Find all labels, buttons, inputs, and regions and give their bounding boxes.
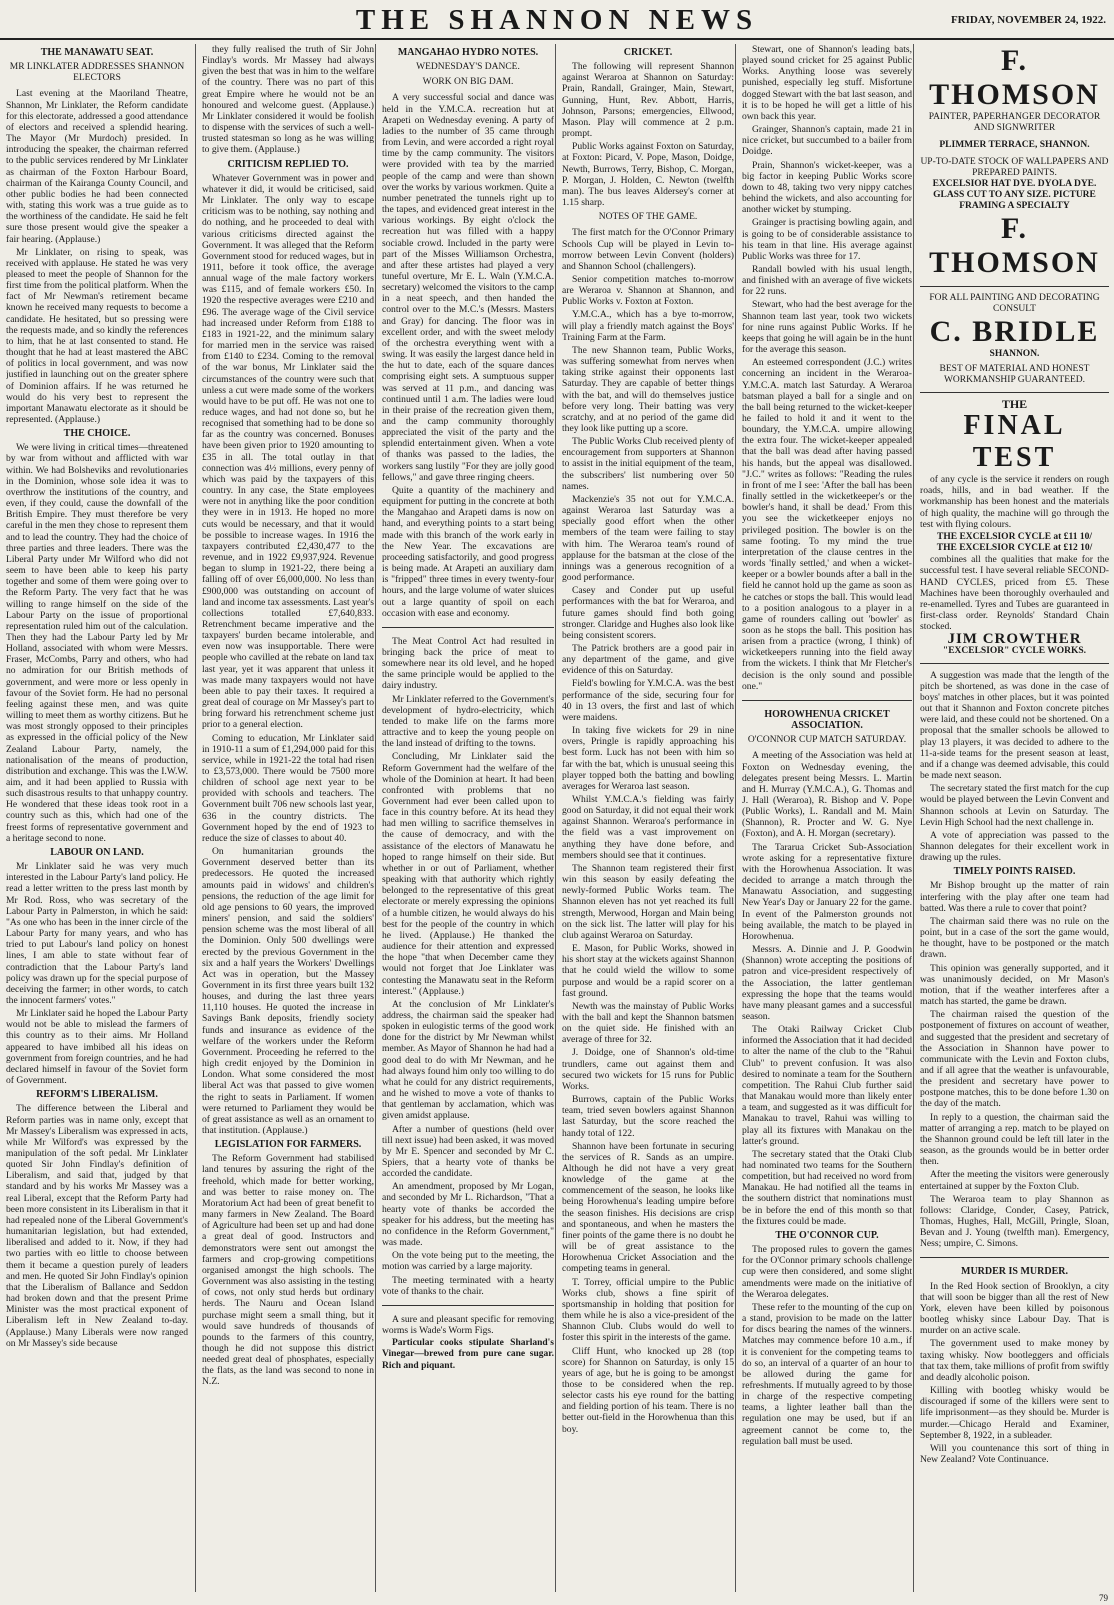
paragraph: The meeting terminated with a hearty vote of thanks to the chair.: [382, 1274, 554, 1297]
paragraph: On the vote being put to the meeting, the motion was carried by a large majority.: [382, 1250, 554, 1273]
advert-name: F. THOMSON: [929, 44, 1100, 111]
paragraph: Coming to education, Mr Linklater said in 1910-11 a sum of £1,294,000 paid for this service, while in 1921-22 the total had risen to £3,573,000. There would be 7500 more children of school age next year to be provided with schools and teachers. The Government built 706 new schools last year, 636 in the country districts. The Government hoped by the end of 1923 to reduce the size of classes to about 40.: [202, 732, 374, 844]
masthead: [0, 0, 1114, 40]
paragraph: After the meeting the visitors were generously entertained at supper by the Foxton Club.: [920, 1169, 1109, 1192]
paragraph-group: [202, 173, 374, 1136]
paragraph: The Reform Government had stabilised land tenures by assuring the right of the freehold, which made for better working, and was better to raise money on. The Moratorium Act had been of great benefit to many farmers in New Zealand. The Board of Agriculture had been set up and had done a great deal of good. Instructors and demonstrators were sent out amongst the farmers and crop-growing competitions organised amongst the high schools. The Government was also assisting in the testing of cows, not only stud herds but ordinary herds. The Nauru and Ocean Island purchase might seem a small thing, but it would save hundreds of thousands of pounds to the farmers of this country, though he did not suppose this district needed great deal of phosphates, especially the flats, as the land was second to none in N.Z.: [202, 1153, 374, 1388]
paragraph: A meeting of the Association was held at Foxton on Wednesday evening, the delegates present being Messrs. L. Martin and H. Murray (Y.M.C.A.), G. Thomas and J. Hall (Weraroa), R. Bishop and V. Pope (Public Works), L. Randall and M. Main (Shannon), R. Procter and W. G. Nye (Foxton), and A. H. Morgan (secretary).: [742, 750, 912, 840]
paragraph-group: [920, 1281, 1109, 1466]
advert-line: THE EXCELSIOR CYCLE at £11 10/: [937, 531, 1092, 542]
article-subheading: O'CONNOR CUP MATCH SATURDAY.: [747, 735, 907, 746]
paragraph-group: [6, 1103, 188, 1348]
paragraph: E. Mason, for Public Works, showed in his short stay at the wickets against Shannon that he could wield the willow to some purpose and would be a rapid scorer on a fast ground.: [562, 943, 734, 999]
column-4: [555, 44, 740, 1592]
article-subheading: MR LINKLATER ADDRESSES SHANNON ELECTORS: [9, 62, 185, 84]
column-3: [375, 44, 560, 1592]
paragraph: The chairman raised the question of the postponement of fixtures on account of weather, and suggested that the president and secretary of the Association in Shannon have power to communicate with the Levin and Foxton clubs, and if all agree that the weather is unfavourable, the president and secretary have power to postpone matches, this to be done before 1.30 on the day of the match.: [920, 1009, 1109, 1110]
paragraph: This opinion was generally supported, and it was unanimously decided, on Mr Mason's motion, that if the weather interferes after a match has started, the game be drawn.: [920, 962, 1109, 1008]
advert-line: EXCELSIOR HAT DYE. DYOLA DYE. GLASS CUT TO ANY SIZE. PICTURE FRAMING A SPECIALTY: [932, 179, 1097, 211]
divider: [742, 700, 912, 701]
paragraph-group: [382, 636, 554, 1297]
advert-vinegar: Particular cooks stipulate Sharland's Vinegar—brewed from pure cane sugar. Rich and piquant.: [382, 1338, 554, 1371]
article-heading: HOROWHENUA CRICKET ASSOCIATION.: [764, 708, 890, 732]
column-6: [913, 44, 1109, 1592]
paragraph-group: [6, 88, 188, 425]
paragraph-group: [742, 750, 912, 1227]
paragraph: Grainger is practising bowling again, and is going to be of considerable assistance to his team in that line. His average against Public Works was three for 17.: [742, 217, 912, 262]
paragraph: The Public Works Club received plenty of encouragement from supporters at Shannon to assist in the initial equipment of the team, the subscribers' list numbering over 50 names.: [562, 436, 734, 492]
paragraph: These refer to the mounting of the cup on a stand, provision to be made on the latter for discs bearing the names of the winners. Matches may commence before 10 a.m., if it is convenient for the competing teams to do so, an interval of a quarter of an hour to be allowed during the game for refreshments. If mutually agreed to by those in charge of the respective competing teams, a lighter leather ball than the regulation one may be used, but if an agreement cannot be come to, the regulation ball must be used.: [742, 1301, 912, 1447]
paragraph-group: [202, 44, 374, 156]
paragraph: The Patrick brothers are a good pair in any department of the game, and give evidence of this on Saturday.: [562, 642, 734, 677]
article-heading: CRICKET.: [623, 47, 673, 58]
paragraph: Grainger, Shannon's captain, made 21 in nice cricket, but succumbed to a bailer from Doidge.: [742, 124, 912, 158]
section-heading: THE O'CONNOR CUP.: [775, 1229, 879, 1241]
section-heading: LABOUR ON LAND.: [50, 846, 144, 858]
paragraph: After a number of questions (held over till next issue) had been asked, it was moved by Mr E. Spencer and seconded by Mr C. Spiers, that a hearty vote of thanks be accorded the candidate.: [382, 1123, 554, 1180]
paragraph: they fully realised the truth of Sir John Findlay's words. Mr Massey had always given the best that was in him to the welfare of the country. There was no part of this great Empire where he would not be an honoured and welcome guest. (Applause.) Mr Linklater considered it would be foolish to dispense with the services of such a well-trusted statesman so long as he was willing to give them. (Applause.): [202, 44, 374, 156]
paragraph-group: [742, 1244, 912, 1447]
article-columns: [6, 44, 1108, 1592]
advert-body: of any cycle is the service it renders on rough roads, hills, and in bad weather. If the workmanship has been honest and the materials of high quality, the machine will go through the test with flying colours.: [920, 474, 1109, 530]
paragraph: Stewart, one of Shannon's leading bats, played sound cricket for 25 against Public Works. Anything loose was severely punished, especially leg stuff. Misfortune dogged Stewart with the bat last season, and it is to be hoped he will get a little of his own back this year.: [742, 44, 912, 122]
paragraph: Concluding, Mr Linklater said the Reform Government had the welfare of the whole of the Dominion at heart. It had been confronted with problems that no Government had ever been called upon to face in this country before. At its head they had men willing to sacrifice themselves in the cause of democracy, and with the assistance of the electors of Manawatu he hoped to range himself on their side. But whether in or out of Parliament, whether speaking with that authority which rightly belonged to the representative of this great electorate or merely expressing the opinions of a humble citizen, he would always do his best for the people of the country in which he lived. (Applause.) He thanked the audience for their attention and expressed the hope "that when December came they would not forget that Joe Linklater was contesting the Manawatu seat in the Reform interest." (Applause.): [382, 751, 554, 997]
section-heading: TIMELY POINTS RAISED.: [953, 866, 1076, 878]
paragraph: The difference between the Liberal and Reform parties was in name only, except that Mr Massey's Liberalism was expressed in acts, while Mr Wilford's was expressed by the manipulation of the soft pedal. Mr Linklater quoted Sir John Findlay's definition of Liberalism, and said that, judged by that standard and by his works Mr Massey was a real Liberal, except that the Reform Party had been more consistent in its Liberalism in that it had repealed none of the Liberal Government's humanitarian legislation, but had extended, liberalised and added to it. Now, if they had two parties with eo little to choose between them it became a question purely of leaders and men. He quoted Sir John Findlay's opinion that the Liberalism of Ballance and Seddon had broken down and that the present Prime Minister was the most practical exponent of Liberalism left in New Zealand to-day. (Applause.) Many Liberals were now ranged on Mr Massey's side because: [6, 1103, 188, 1349]
advert-line: SHANNON.: [989, 349, 1040, 359]
paragraph-group: [6, 442, 188, 844]
paragraph: Mr Bishop brought up the matter of rain interfering with the play after one team had batted. Was there a rule to cover that point?: [920, 880, 1109, 914]
paragraph: A vote of appreciation was passed to the Shannon delegates for their excellent work in drawing up the rules.: [920, 829, 1109, 864]
advert-bridle: [920, 293, 1109, 393]
paragraph: On humanitarian grounds the Government deserved better than its predecessors. He quoted the increased amounts paid in widows' and children's pensions, the reduction of the age limit for old age pensions to 60 years, the improved miners' pension, and said the soldiers' pension scheme was the most liberal of all the Dominion. Only 500 dwellings were erected by the previous Government in the six and a half years the Workers' Dwellings Act was in operation, but the Massey Government in its first three years built 132 houses, and during the last three years 11,110 houses. He quoted the increase in Savings Bank deposits, friendly society funds and insurance as evidence of the welfare of the workers under the Reform Government. Proceeding he referred to the high credit enjoyed by the Dominion in London. What some considered the most liberal Act was that passed to give women the right to seats in Parliament. If women were returned to Parliament they would be of great assistance as well as an ornament to that institution. (Applause.): [202, 846, 374, 1136]
advert-the: THE: [1001, 397, 1028, 411]
divider: [382, 1305, 554, 1306]
paragraph: An amendment, proposed by Mr Logan, and seconded by Mr L. Richardson, "That a hearty vote of thanks be accorded the speaker for his address, but the meeting has no confidence in the Reform Government," was made.: [382, 1181, 554, 1249]
paragraph: A very successful social and dance was held in the Y.M.C.A. recreation hut at Arapeti on Wednesday evening. A party of ladies to the number of 35 came through from Levin, and were accorded a right royal time by the camp community. The visitors were provided with tea by the married people of the camp and were than shown over the works by various workmen. Quite a number penetrated the tunnels right up to the tapes, and evidenced great interest in the various workings. By eight o'clock the recreation hut was filled with a happy sociable crowd. Included in the party were part of the Misses Williamson Orchestra, and after these artistes had played a very tuneful overture, Mr E. L. Waln (Y.M.C.A. secretary) welcomed the visitors to the camp in a neat speech, and then handed the control over to the M.C.'s (Messrs. Masters and Gray) for dancing. The floor was in excellent order, and with the sweet melody of the orchestra everything went with a swing. It was easily the largest dance held in the hut to date, each of the square dances comprising eight sets. A sumptuous supper was served at 11 p.m., and dancing was continued until 1 a.m. The ladies were loud in their praise of the recreation given them, and the camp community thoroughly appreciated the visit of the party and the splendid entertainment given. When a vote of thanks was passed to the ladies, the workers sang lustily "For they are jolly good fellows," and gave three ringing cheers.: [382, 92, 554, 483]
column-1: [6, 44, 194, 1592]
issue-date: FRIDAY, NOVEMBER 24, 1922.: [950, 14, 1106, 26]
advert-line: BEST OF MATERIAL AND HONEST WORKMANSHIP GUARANTEED.: [939, 364, 1090, 385]
paragraph: The new Shannon team, Public Works, was suffering somewhat from nerves when taking strike against their opponents last Saturday. They are capable of better things with the bat, and will do themselves justice before very long. Their batting was very scratchy, and at no period of the game did they look like putting up a score.: [562, 344, 734, 434]
paragraph: Mackenzie's 35 not out for Y.M.C.A. against Weraroa last Saturday was a specially good effort when the other members of the team were failing to stay with him. The Weraroa team's round of applause for the batsman at the close of the innings was a generous recognition of a good performance.: [562, 493, 734, 584]
advert-worm-figs: A sure and pleasant specific for removing worms is Wade's Worm Figs.: [382, 1313, 554, 1337]
advert-title: FINAL TEST: [963, 410, 1066, 474]
paragraph-group: [6, 861, 188, 1086]
section-heading: CRITICISM REPLIED TO.: [227, 158, 349, 170]
paragraph: Prain, Shannon's wicket-keeper, was a big factor in keeping Public Works score down to 48, taking two very nippy catches behind the wickets, and also accounting for another wicket by stumping.: [742, 159, 912, 216]
paragraph: The proposed rules to govern the games for the O'Connor primary schools challenge cup were then considered, and some slight amendments were made on the initiative of the Weraroa delegates.: [742, 1244, 912, 1300]
paragraph-group: [202, 1153, 374, 1387]
advert-name: F. THOMSON: [929, 212, 1100, 279]
paragraph-group: [562, 61, 734, 208]
paragraph: Public Works against Foxton on Saturday, at Foxton: Picard, V. Pope, Mason, Doidge, Newth, Burrows, Terry, Bishop, C. Morgan, P. Morgan, J. Holden, C. Newton (twelfth man). The bus leaves Aldersey's corner at 1.15 sharp.: [562, 141, 734, 209]
paragraph: Whilst Y.M.C.A.'s fielding was fairly good on Saturday, it did not equal their work against Shannon. Weraroa's performance in the field was a vast improvement on anything they have done before, and members should see that it continues.: [562, 794, 734, 861]
article-heading: MURDER IS MURDER.: [961, 1266, 1068, 1278]
paragraph: The first match for the O'Connor Primary Schools Cup will be played in Levin to-morrow between Levin Convent (holders) and Shannon School (challengers).: [562, 227, 734, 272]
advert-body: combines all the qualities that make for the successful test. I have several reliable SECOND-HAND CYCLES, priced from £5. These Machines have been thoroughly overhauled and re-enamelled. Tyres and Tubes are guaranteed in first-class order. Reynolds' Standard Chain stocked.: [920, 554, 1109, 633]
paragraph: Burrows, captain of the Public Works team, tried seven bowlers against Shannon last Saturday, but the score reached the handy total of 122.: [562, 1094, 734, 1139]
paragraph: The secretary stated that the Otaki Club had nominated two teams for the Southern competition, but had received no word from Manakau. He had notified all the teams in the southern district that nominations must be in before the end of this month so that the fixtures could be made.: [742, 1148, 912, 1227]
paragraph-group: [920, 880, 1109, 1249]
paragraph: Last evening at the Maoriland Theatre, Shannon, Mr Linklater, the Reform candidate for this electorate, addressed a good attendance of electors and received a splendid hearing. The Mayor (Mr Murdoch) presided. In introducing the speaker, the chairman referred to the public services rendered by Mr Linklater as chairman of the Foxton Harbour Board, chairman of the Kairanga County Council, and other public bodies he had been connected with, stating this work was a true guide as to the worthiness of the candidate. He said he felt sure those present would give the speaker a fair hearing. (Applause.): [6, 88, 188, 245]
paragraph: Mr Linklater referred to the Government's development of hydro-electricity, which tended to make life on the farms more attractive and to keep the young people on the land instead of drifting to the towns.: [382, 693, 554, 750]
advert-line: UP-TO-DATE STOCK OF WALLPAPERS AND PREPARED PAINTS.: [920, 157, 1109, 178]
article-subheading: NOTES OF THE GAME.: [598, 212, 698, 223]
paragraph: We were living in critical times—threatened by war from without and afflicted with war within. We had Bolsheviks and revolutionaries in the Dominion, whose sole idea it was to overthrow the institutions of the country, and even, if they could, cause the downfall of the British Empire. They must therefore be very careful in the men they chose to represent them and to lead the country. They had the choice of three parties and three leaders. There was the Liberal Party under Mr Wilford who did not seem to have been able to keep his party together and some of them were going over to the Reform Party. The very fact that he was willing to range himself on the side of the Labour Party on the issue of proportional representation ruled him out of the calculation. Then they had the Labour Party led by Mr Holland, associated with whom were Messrs. Fraser, McCombs, Parry and others, who had no admiration for our British methods of government, and were more or less openly in favour of the Soviet form. He had no personal feeling against these men, and was quite willing to meet them as worthy citizens. But he was most strongly opposed to their principles as expressed in the official policy of the New Zealand Labour Party, namely, the nationalisation of the means of production, distribution and exchange. This was the I.W.W. aim, and it had been applied to Russia with such disastrous results to that unhappy country. He wondered that these ideas took root in a country such as this, which had one of the freest forms of representative government and a heritage second to none.: [6, 442, 188, 844]
divider: [382, 627, 554, 628]
advert-line: "EXCELSIOR" CYCLE WORKS.: [942, 645, 1087, 656]
paragraph-group: [920, 670, 1109, 864]
paragraph: Stewart, who had the best average for the Shannon team last year, took two wickets for nine runs against Public Works. If he keeps that going he will again be in the hunt for the average this season.: [742, 299, 912, 356]
paragraph: J. Doidge, one of Shannon's old-time trundlers, came out against them and secured two wickets for 15 runs for Public Works.: [562, 1047, 734, 1092]
paragraph: Field's bowling for Y.M.C.A. was the best performance of the side, securing four for 40 in 13 overs, the first and last of which were maidens.: [562, 678, 734, 723]
paragraph: Whatever Government was in power and whatever it did, it would be criticised, said Mr Linklater. The only way to escape criticism was to be nothing, say nothing and do nothing, and he proceeded to deal with various criticisms directed against the Government. It was alleged that the Reform Government stood for reduced wages, but in 1911, before it took office, the average annual wage of the male factory workers was £115, and of female workers £50. In 1920 the respective averages were £210 and £96. The average wage of the Civil service had increased under Reform from £188 to £183 in 1921-22, and the minimum salary for married men in the service was raised from £140 to £234. Coming to the removal of the war bonus, Mr Linklater said the circumstances of the country were such that unless a cut were made some of the workers would have to be put off. He was not one to reduce wages, and had not done so, but he recognised that something had to be done so far as the country was concerned. Bonuses have been given prior to 1920 amounting to £35 in all. The total outlay in that connection was 4½ millions, every penny of which was paid by the taxpayers of this country. In any case, the State employees were not in anything like the poor condition they were in in 1913. He hoped no more cuts would be necessary, and that it would be possible to increase wages. In 1916 the taxpayers contributed £2,430,477 to the revenue, and in 1922 £9,937,924. Revenue began to slump in 1921-22, there being a falling off of over £6,000,000. No less than £900,000 was outstanding on account of land and income tax assessments. Last year's collections totalled £7,640,833. Retrenchment became imperative and the taxpayers' burden became intolerable, and even now was insupportable. There were people who cavilled at the rebate on land tax last year, yet it was apparent that unless it was made many taxpayers would not have been able to pay their taxes. It required a great deal of courage on Mr Massey's part to bring forward his retrenchment scheme just prior to a general election.: [202, 172, 374, 731]
column-2: [195, 44, 380, 1592]
article-subheading: WEDNESDAY'S DANCE.: [416, 62, 520, 73]
advert-line: FOR ALL PAINTING AND DECORATING CONSULT: [929, 293, 1100, 314]
page-number: 79: [1099, 1593, 1108, 1603]
divider: [920, 1257, 1109, 1258]
advert-final-test: [920, 399, 1109, 664]
paragraph-group: [742, 44, 912, 692]
paragraph: The Tararua Cricket Sub-Association wrote asking for a representative fixture with the Horowhenua Association. It was decided to arrange a match through the Manawatu Association, and suggesting New Year's Day or January 22 for the game. In event of the Palmerston grounds not being available, the match to be played in Horowhenua.: [742, 841, 912, 942]
paragraph: The Shannon team registered their first win this season by easily defeating the newly-formed Public Works team. The Shannon eleven has not yet reached its full strength, Merwood, Horgan and Main being on the sick list. The latter will play for his club against Weraroa on Saturday.: [562, 862, 734, 941]
advert-name: JIM CROWTHER: [947, 631, 1082, 648]
paragraph: Messrs. A. Dinnie and J. P. Goodwin (Shannon) wrote accepting the positions of patron and vice-president respectively of the Association, the latter gentleman expressing the hope that the teams would have many pleasant games and a successful season.: [742, 944, 912, 1022]
advert-line: PAINTER, PAPERHANGER DECORATOR AND SIGNWRITER: [928, 112, 1101, 133]
paragraph: Randall bowled with his usual length, and finished with an average of five wickets for 22 runs.: [742, 263, 912, 298]
advert-thomson: [920, 44, 1109, 287]
paragraph: Newth was the mainstay of Public Works with the ball and kept the Shannon batsmen on the quiet side. He finished with an average of three for 32.: [562, 1000, 734, 1046]
paragraph: Killing with bootleg whisky would be discouraged if some of the killers were sent to life imprisonment—as they should be. Murder is murder.—Chicago Herald and Examiner, September 8, 1922, in a subleader.: [920, 1385, 1109, 1441]
paragraph: The chairman said there was no rule on the point, but in a case of the sort the game would, he thought, have to be postponed or the match drawn.: [920, 915, 1109, 961]
paragraph: Y.M.C.A., which has a bye to-morrow, will play a friendly match against the Boys' Training Farm at the Farm.: [562, 309, 734, 343]
paragraph: Casey and Conder put up useful performances with the bat for Weraroa, and future games should find both going stronger. Claridge and Hughes also look like being consistent scorers.: [562, 585, 734, 641]
paragraph-group: [382, 92, 554, 618]
paragraph: The secretary stated the first match for the cup would be played between the Levin Convent and Shannon schools at Levin on Saturday. The Levin High School had the next challenge in.: [920, 783, 1109, 828]
advert-name: C. BRIDLE: [929, 315, 1100, 348]
article-heading: THE MANAWATU SEAT.: [40, 47, 154, 58]
paragraph: T. Torrey, official umpire to the Public Works club, shows a fine spirit of sportsmanship in holding that position for them while he is also a vice-president of the Shannon Club. Clubs would do well to foster this spirit in the interests of the game.: [562, 1276, 734, 1344]
paragraph: Mr Linklater, on rising to speak, was received with applause. He stated he was very pleased to meet the people of Shannon for the first time from the political platform. When the fact of Mr Newman's retirement became known he received many requests to become a candidate. He hesitated, but so pressing were the requests made, and so kindly the references to him, that he at last consented to stand. He thought that he had at least mastered the ABC of politics in local government, and was now justified in launching out on the greater sphere of Dominion affairs. If he was returned he would do his very best to represent the important Manawatu electorate as it should be represented. (Applause.): [6, 246, 188, 425]
article-heading: MANGAHAO HYDRO NOTES.: [397, 47, 539, 58]
paragraph: An esteemed correspondent (J.C.) writes concerning an incident in the Weraroa-Y.M.C.A. match last Saturday. A Weraroa batsman played a ball for a single and on the ball being returned to the wicket-keeper he failed to hold it and it went to the boundary, the Y.M.C.A. umpire allowing the extra four. The wicket-keeper appealed that the ball was dead after having passed his hands, but the appeal was disallowed. "J.C." writes as follows: "Reading the rules in front of me I see: 'After the ball has been finally settled in the wicketkeeper's or the bowler's hand, it shall be dead.' From this you see the wicketkeeper enjoys no privileged position. The bowler is on the same footing. To my mind the true interpretation of the clause centres in the words 'finally settled,' and when a wicket-keeper or a bowler bounds after a ball in the field he cannot hold up the game as soon as he catches or stops the ball. This would lead to a position analogous to a player in a game of rounders calling out 'bowler' as soon as he stops the ball. This position has arisen from a practice (wrong, I think) of wicketkeepers running into the field away from the wickets. I think that Mr Fletcher's decision is the only sound and possible one.": [742, 357, 912, 692]
paragraph: In the Red Hook section of Brooklyn, a city that will soon be bigger than all the rest of New York, eleven have been killed by poisonous bootleg whisky since Labour Day. That is murder on an active scale.: [920, 1280, 1109, 1337]
column-5: [735, 44, 918, 1592]
paragraph: Shannon have been fortunate in securing the services of R. Sands as an umpire. Although he did not have a very great knowledge of the game at the commencement of the season, he looks like being Horowhenua's leading umpire before the season finishes. His decisions are crisp and spontaneous, and when he masters the finer points of the game there is no doubt he will be of great assistance to the Horowhenua Cricket Association and the competing teams in general.: [562, 1140, 734, 1275]
paragraph: The following will represent Shannon against Weraroa at Shannon on Saturday: Prain, Randall, Grainger, Main, Stewart, Gunning, Hunt, Rev. Abbott, Harris, Johnson, Parsons; emergencies, Ellwood, Mason. Play will commence at 2 p.m. prompt.: [562, 61, 734, 140]
section-heading: REFORM'S LIBERALISM.: [36, 1089, 158, 1101]
article-subheading: WORK ON BIG DAM.: [422, 77, 514, 88]
paragraph: The Meat Control Act had resulted in bringing back the price of meat to somewhere near its old level, and he hoped the same principle would be applied to the dairy industry.: [382, 635, 554, 692]
paragraph: Mr Linklater said he was very much interested in the Labour Party's land policy. He read a letter written to the press last month by Mr Rod. Ross, who was secretary of the Labour Party in Palmerston, in which he said: "As one who has been in the inner circle of the Labour Party for many years, and who has tried to put Labour's land policy on honest lines, I am able to state without fear of contradiction that the Labour Party's land policy was drawn up for the special purpose of deceiving the farmer; in other words, to catch the innocent farmers' votes.": [6, 861, 188, 1006]
paragraph: Quite a quantity of the machinery and equipment for putting in the concrete at both the Mangahao and Arapeti dams is now on hand, and everything points to a start being made with this branch of the work early in the New Year. The excavations are proceeding satisfactorily, and good progress is being made. At Arapeti an auxiliary dam is "fripped" three times in every twenty-four hours, and the large volume of water sluices out a large quantity of spoil on each occasion with ease and economy.: [382, 484, 554, 619]
section-heading: THE CHOICE.: [63, 428, 131, 440]
paragraph: A suggestion was made that the length of the pitch be shortened, as was done in the case of boys' matches in other places, but it was pointed out that it Shannon and Foxton concrete pitches were laid, and these could not be shortened. On a proposal that the smaller schools be allowed to play 13 players, it was decided to adhere to the 11-a-side teams for the present season at least, and if a change was deemed advisable, this could be made next season.: [920, 669, 1109, 782]
paragraph: The government used to make money by taxing whisky. Now bootleggers and officials that tax them, take millions of profit from swiftly and deadly alcoholic poison.: [920, 1338, 1109, 1383]
section-heading: LEGISLATION FOR FARMERS.: [214, 1139, 362, 1151]
paragraph: Senior competition matches to-morrow are Weraroa v. Shannon at Shannon, and Public Works v. Foxton at Foxton.: [562, 273, 734, 308]
paragraph: Mr Linklater said he hoped the Labour Party would not be able to mislead the farmers of this country as to their aims. Mr Holland appeared to have imbibed all his ideas on government from foreign countries, and he had declared himself in favour of the Soviet form of Government.: [6, 1008, 188, 1087]
paragraph: Will you countenance this sort of thing in New Zealand? Vote Continuance.: [920, 1442, 1109, 1465]
paragraph: The Weraroa team to play Shannon as follows: Claridge, Conder, Casey, Patrick, Thomas, Hughes, Hall, McGill, Pringle, Sloan, Bevan and J. Young (twelfth man). Emergency, Ness; umpire, C. Simons.: [920, 1193, 1109, 1250]
paragraph: Cliff Hunt, who knocked up 28 (top score) for Shannon on Saturday, is only 15 years of age, but he is going to be amongst those to be considered when the rep. selector casts his eye round for the batting and fielding portion of his team. There is no better out-field in the Horowhenua than this boy.: [562, 1345, 734, 1435]
advert-line: PLIMMER TERRACE, SHANNON.: [939, 140, 1090, 150]
paragraph: The Otaki Railway Cricket Club informed the Association that it had decided to alter the name of the club to the "Rahui Club" to prevent confusion. It was also desired to nominate a team for the Southern competition. The Rahui Club further said that Manakau would more than likely enter a team, and suggested as it was difficult for Manakau to travel, Rahui was willing to play all its fixtures with Manakau on the latter's ground.: [742, 1024, 912, 1147]
paragraph: At the conclusion of Mr Linklater's address, the chairman said the speaker had spoken in eulogistic terms of the good work done for the district by Mr Newman whilst member. As Mayor of Shannon he had had a good deal to do with Mr Newman, and he had always found him only too willing to do what he could for any district requirements, and he wished to move a vote of thanks to that gentleman by acclamation, which was given amidst applause.: [382, 998, 554, 1122]
paragraph-group: [562, 227, 734, 1434]
paragraph: In taking five wickets for 29 in nine overs, Pringle is rapidly approaching his best form. Luck has not been with him so far with the bat, which is unusual seeing this player topped both the batting and bowling averages for Weraroa last season.: [562, 725, 734, 792]
newspaper-title: THE SHANNON NEWS: [355, 4, 759, 36]
advert-line: THE EXCELSIOR CYCLE at £12 10/: [936, 543, 1093, 554]
paragraph: In reply to a question, the chairman said the matter of arranging a rep. match to be played on the Shannon ground could be left till later in the season, as the grounds would be in better order then.: [920, 1111, 1109, 1168]
